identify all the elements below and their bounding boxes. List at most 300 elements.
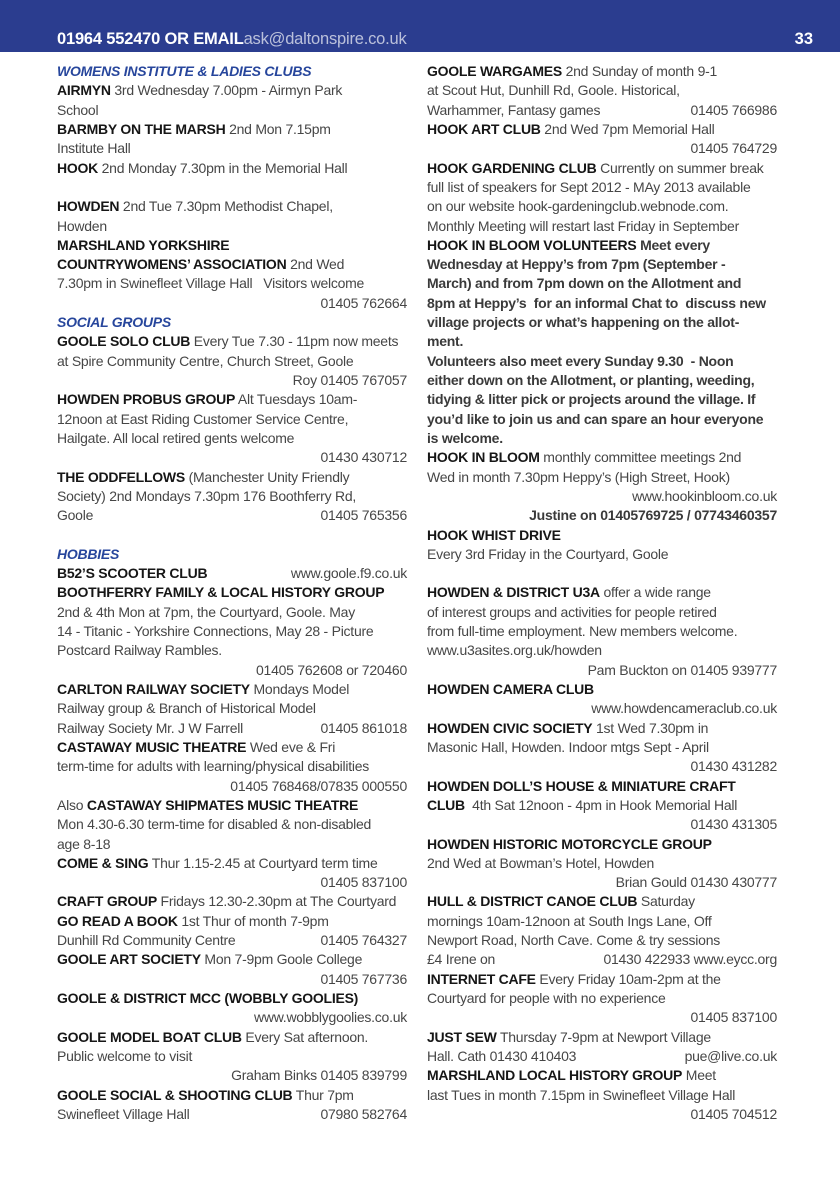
section-heading-label: SOCIAL GROUPS xyxy=(57,314,171,331)
directory-line xyxy=(427,603,777,622)
contact-detail: www.howdencameraclub.co.uk xyxy=(591,700,777,717)
entry-detail: at Scout Hut, Dunhill Rd, Goole. Historical, xyxy=(427,82,680,99)
club-name: HOOK IN BLOOM xyxy=(427,449,540,466)
directory-line xyxy=(57,274,407,293)
directory-line xyxy=(427,120,777,139)
directory-line xyxy=(427,448,777,467)
directory-line xyxy=(427,255,777,274)
club-name: GOOLE MODEL BOAT CLUB xyxy=(57,1028,242,1045)
section-heading-label: HOBBIES xyxy=(57,545,120,562)
entry-detail: Saturday xyxy=(637,893,695,910)
entry-text xyxy=(427,62,717,81)
directory-line xyxy=(57,468,407,487)
club-name: GOOLE ART SOCIETY xyxy=(57,951,201,968)
club-name: HOWDEN CAMERA CLUB xyxy=(427,681,594,697)
directory-line xyxy=(57,332,407,351)
entry-text xyxy=(427,796,737,815)
entry-text xyxy=(427,989,666,1008)
contact-detail: Brian Gould 01430 430777 xyxy=(615,874,777,891)
directory-line xyxy=(427,101,777,120)
entry-text xyxy=(427,255,725,274)
directory-line xyxy=(57,81,407,100)
entry-text xyxy=(57,680,349,699)
contact-detail: Roy 01405 767057 xyxy=(292,372,407,388)
club-name: HOOK GARDENING CLUB xyxy=(427,159,597,176)
entry-detail: of interest groups and activities for people retired xyxy=(427,603,717,620)
directory-line xyxy=(427,970,777,989)
club-name: HOOK ART CLUB xyxy=(427,120,541,137)
directory-line xyxy=(57,641,407,660)
entry-text xyxy=(57,120,331,139)
directory-line xyxy=(57,815,407,834)
entry-text xyxy=(57,159,347,178)
club-name: HOWDEN xyxy=(57,198,120,215)
entry-detail: Every Friday 10am-2pm at the xyxy=(535,970,721,987)
entry-text xyxy=(427,274,741,293)
entry-text xyxy=(427,371,754,390)
directory-line xyxy=(57,487,407,506)
entry-detail: offer a wide range xyxy=(599,584,711,601)
entry-text xyxy=(427,970,721,989)
entry-detail: Mon 7-9pm Goole College xyxy=(200,951,363,968)
entry-text xyxy=(427,854,654,873)
directory-line xyxy=(57,390,407,409)
entry-text xyxy=(57,892,396,911)
entry-text xyxy=(427,1086,735,1105)
entry-detail: Thur 1.15-2.45 at Courtyard term time xyxy=(148,854,378,871)
directory-line xyxy=(57,294,407,313)
entry-text xyxy=(57,835,110,854)
club-name: HOWDEN HISTORIC MOTORCYCLE GROUP xyxy=(427,835,712,852)
entry-detail: Currently on summer break xyxy=(596,159,764,176)
club-name: HULL & DISTRICT CANOE CLUB xyxy=(427,893,638,910)
entry-text xyxy=(57,255,344,274)
entry-text xyxy=(57,217,107,236)
directory-line xyxy=(427,1105,777,1124)
entry-detail: 2nd & 4th Mon at 7pm, the Courtyard, Goole. May xyxy=(57,603,355,620)
entry-text xyxy=(57,236,229,255)
entry-detail: you’d like to join us and can spare an hour everyone xyxy=(427,410,764,427)
entry-text xyxy=(427,120,714,139)
entry-detail: Thur 7pm xyxy=(292,1086,354,1103)
contact-detail: pue@live.co.uk xyxy=(684,1047,777,1064)
club-name: MARSHLAND LOCAL HISTORY GROUP xyxy=(427,1067,683,1084)
club-name: CASTAWAY MUSIC THEATRE xyxy=(57,738,247,755)
entry-text xyxy=(427,892,695,911)
entry-text xyxy=(57,796,358,815)
contact-detail: 01430 431282 xyxy=(690,758,777,775)
directory-line xyxy=(57,699,407,718)
directory-line xyxy=(57,892,407,911)
club-name: THE ODDFELLOWS xyxy=(57,468,185,485)
directory-line xyxy=(57,777,407,796)
club-name: HOWDEN & DISTRICT U3A xyxy=(427,584,600,601)
directory-line xyxy=(427,777,777,796)
entry-text xyxy=(427,390,755,409)
directory-line xyxy=(427,197,777,216)
club-name: CASTAWAY SHIPMATES MUSIC THEATRE xyxy=(86,796,359,813)
club-name: JUST SEW xyxy=(427,1028,497,1045)
directory-line xyxy=(57,1086,407,1105)
entry-text xyxy=(427,197,728,216)
directory-line xyxy=(427,236,777,255)
directory-line xyxy=(57,506,407,525)
directory-line xyxy=(57,622,407,641)
entry-text xyxy=(57,139,131,158)
entry-text xyxy=(427,178,750,197)
entry-text xyxy=(57,583,384,602)
entry-text xyxy=(427,313,739,332)
entry-text xyxy=(57,1047,192,1066)
entry-detail: Swinefleet Village Hall xyxy=(57,1105,190,1122)
directory-line xyxy=(57,738,407,757)
entry-text xyxy=(57,1105,190,1124)
directory-line xyxy=(57,120,407,139)
blank-line xyxy=(57,178,407,197)
contact-detail: www.goole.f9.co.uk xyxy=(290,565,407,582)
entry-text xyxy=(427,641,602,660)
entry-text xyxy=(57,274,364,293)
directory-line xyxy=(57,1105,407,1124)
entry-detail: mornings 10am-12noon at South Ings Lane, Off xyxy=(427,912,712,929)
entry-text xyxy=(57,352,353,371)
contact-detail: 01405 765356 xyxy=(320,507,407,524)
directory-line xyxy=(427,815,777,834)
section-heading xyxy=(57,62,407,81)
entry-detail: March) and from 7pm down on the Allotment and xyxy=(427,275,742,292)
club-name: COME & SING xyxy=(57,854,149,871)
contact-detail: 01405 762608 or 720460 xyxy=(256,661,407,678)
directory-line xyxy=(57,950,407,969)
entry-text xyxy=(427,1066,716,1085)
directory-line xyxy=(427,1066,777,1085)
entry-text xyxy=(427,159,764,178)
entry-detail: 4th Sat 12noon - 4pm in Hook Memorial Hall xyxy=(464,796,738,813)
directory-line xyxy=(427,757,777,776)
directory-line xyxy=(57,139,407,158)
directory-line xyxy=(427,1086,777,1105)
right-column xyxy=(427,62,777,1124)
entry-detail: Society) 2nd Mondays 7.30pm 176 Boothferry Rd, xyxy=(57,487,357,504)
directory-line xyxy=(427,468,777,487)
directory-line xyxy=(57,583,407,602)
directory-line xyxy=(427,487,777,506)
entry-text xyxy=(57,390,357,409)
entry-detail: Every 3rd Friday in the Courtyard, Goole xyxy=(427,545,669,562)
club-name: B52’S SCOOTER CLUB xyxy=(57,565,208,582)
directory-line xyxy=(57,352,407,371)
club-name: HOOK WHIST DRIVE xyxy=(427,526,561,543)
entry-detail: Goole xyxy=(57,507,94,524)
entry-text xyxy=(57,197,333,216)
directory-line xyxy=(427,873,777,892)
contact-email: ask@daltonspire.co.uk xyxy=(243,29,407,48)
directory-line xyxy=(57,564,407,583)
contact-detail: 01430 430712 xyxy=(320,449,407,466)
directory-line xyxy=(427,854,777,873)
directory-line xyxy=(57,989,407,1008)
directory-line xyxy=(57,854,407,873)
entry-detail: Howden xyxy=(57,217,107,234)
entry-text xyxy=(57,815,371,834)
entry-detail: Newport Road, North Cave. Come & try sessions xyxy=(427,932,720,949)
directory-line xyxy=(57,101,407,120)
entry-detail: Railway Society Mr. J W Farrell xyxy=(57,719,243,736)
directory-line xyxy=(427,178,777,197)
directory-line xyxy=(427,506,777,525)
entry-detail: monthly committee meetings 2nd xyxy=(539,449,742,466)
entry-detail: Warhammer, Fantasy games xyxy=(427,101,601,118)
entry-detail: term-time for adults with learning/physical disabilities xyxy=(57,758,370,775)
directory-line xyxy=(427,738,777,757)
club-name: BOOTHFERRY FAMILY & LOCAL HISTORY GROUP xyxy=(57,584,385,601)
contact-phone: 01964 552470 OR EMAIL xyxy=(57,29,244,48)
entry-detail: 1st Thur of month 7-9pm xyxy=(177,912,329,929)
entry-detail: Hall. Cath 01430 410403 xyxy=(427,1047,577,1064)
entry-text xyxy=(57,410,348,429)
directory-line xyxy=(427,217,777,236)
entry-text xyxy=(57,506,93,525)
entry-text xyxy=(427,1028,711,1047)
entry-detail: 2nd Mon 7.15pm xyxy=(225,120,331,137)
entry-text xyxy=(57,332,398,351)
directory-line xyxy=(57,912,407,931)
directory-line xyxy=(427,661,777,680)
entry-detail: 2nd Wed 7pm Memorial Hall xyxy=(540,120,715,137)
directory-line xyxy=(427,835,777,854)
directory-line xyxy=(427,950,777,969)
entry-detail: tidying & litter pick or projects around the village. If xyxy=(427,391,756,408)
directory-line xyxy=(427,274,777,293)
directory-line xyxy=(57,236,407,255)
entry-text xyxy=(57,429,294,448)
directory-line xyxy=(427,583,777,602)
entry-text xyxy=(427,719,708,738)
directory-line xyxy=(427,332,777,351)
directory-line xyxy=(57,1047,407,1066)
entry-detail: £4 Irene on xyxy=(427,951,496,968)
section-heading xyxy=(57,545,407,564)
entry-text xyxy=(427,912,712,931)
entry-detail: either down on the Allotment, or planting, weeding, xyxy=(427,372,755,388)
contact-detail: Graham Binks 01405 839799 xyxy=(231,1067,407,1084)
entry-detail: at Spire Community Centre, Church Street, Goole xyxy=(57,352,354,369)
entry-text xyxy=(57,931,235,950)
directory-line xyxy=(57,680,407,699)
entry-text xyxy=(57,699,316,718)
contact-detail: www.hookinbloom.co.uk xyxy=(632,487,777,504)
contact-detail: 07980 582764 xyxy=(320,1105,407,1122)
page-number: 33 xyxy=(794,29,813,48)
entry-detail: Dunhill Rd Community Centre xyxy=(57,932,236,949)
entry-text xyxy=(57,101,98,120)
entry-detail: Wed in month 7.30pm Heppy’s (High Street, Hook) xyxy=(427,468,730,485)
entry-detail: www.u3asites.org.uk/howden xyxy=(427,642,602,659)
directory-line xyxy=(427,1008,777,1027)
entry-detail: last Tues in month 7.15pm in Swinefleet Village Hall xyxy=(427,1086,736,1103)
directory-line xyxy=(427,352,777,371)
club-name: HOWDEN DOLL’S HOUSE & MINIATURE CRAFT xyxy=(427,777,736,794)
entry-text xyxy=(57,738,335,757)
entry-detail: Institute Hall xyxy=(57,140,131,157)
directory-line xyxy=(427,892,777,911)
contact-detail: 01405 766986 xyxy=(690,101,777,118)
directory-line xyxy=(427,699,777,718)
contact-detail: www.wobblygoolies.co.uk xyxy=(254,1009,407,1026)
entry-detail: Masonic Hall, Howden. Indoor mtgs Sept - April xyxy=(427,738,709,755)
directory-line xyxy=(427,81,777,100)
blank-line xyxy=(57,526,407,545)
club-name: HOOK IN BLOOM VOLUNTEERS xyxy=(427,236,637,253)
directory-line xyxy=(427,641,777,660)
entry-detail: Mon 4.30-6.30 term-time for disabled & non-disabled xyxy=(57,816,372,833)
entry-text xyxy=(57,468,349,487)
entry-detail: on our website hook-gardeningclub.webnode.com. xyxy=(427,198,729,215)
contact-detail: 01430 422933 www.eycc.org xyxy=(603,951,777,968)
entry-text xyxy=(57,912,329,931)
club-name: GOOLE WARGAMES xyxy=(427,63,562,79)
entry-text xyxy=(427,680,594,699)
entry-text xyxy=(427,738,709,757)
club-name: HOWDEN CIVIC SOCIETY xyxy=(427,719,593,736)
directory-line xyxy=(57,217,407,236)
directory-line xyxy=(57,873,407,892)
left-column xyxy=(57,62,407,1124)
directory-line xyxy=(427,159,777,178)
entry-detail: Fridays 12.30-2.30pm at The Courtyard xyxy=(156,893,397,910)
directory-line xyxy=(427,680,777,699)
directory-line xyxy=(57,1008,407,1027)
entry-text xyxy=(427,410,763,429)
entry-detail: 3rd Wednesday 7.00pm - Airmyn Park xyxy=(110,82,343,99)
directory-line xyxy=(427,390,777,409)
directory-line xyxy=(57,835,407,854)
entry-detail: Courtyard for people with no experience xyxy=(427,990,666,1006)
contact-detail: Justine on 01405769725 / 07743460357 xyxy=(529,507,777,524)
directory-line xyxy=(427,1028,777,1047)
entry-detail: 2nd Wed xyxy=(286,256,345,273)
directory-line xyxy=(427,429,777,448)
entry-text xyxy=(57,622,373,641)
directory-line xyxy=(427,526,777,545)
entry-text xyxy=(57,757,369,776)
club-name: CRAFT GROUP xyxy=(57,893,157,910)
entry-detail: 2nd Wed at Bowman’s Hotel, Howden xyxy=(427,854,655,871)
directory-line xyxy=(427,294,777,313)
entry-text xyxy=(57,719,243,738)
directory-line xyxy=(57,429,407,448)
entry-text xyxy=(427,429,503,448)
entry-detail: 2nd Tue 7.30pm Methodist Chapel, xyxy=(119,198,333,215)
entry-text xyxy=(427,545,668,564)
entry-text xyxy=(427,332,463,351)
entry-text xyxy=(427,931,720,950)
entry-detail: Every Tue 7.30 - 11pm now meets xyxy=(190,333,399,350)
directory-line xyxy=(57,603,407,622)
entry-text xyxy=(427,603,717,622)
entry-text xyxy=(427,835,712,854)
entry-text xyxy=(57,1086,354,1105)
club-name: MARSHLAND YORKSHIRE xyxy=(57,236,230,253)
entry-text xyxy=(57,854,378,873)
contact-detail: Pam Buckton on 01405 939777 xyxy=(587,661,777,678)
entry-text xyxy=(57,564,207,583)
entry-detail: 2nd Sunday of month 9-1 xyxy=(561,63,718,79)
directory-line xyxy=(57,159,407,178)
directory-line xyxy=(57,448,407,467)
entry-detail: is welcome. xyxy=(427,429,503,446)
entry-detail: Meet every xyxy=(636,236,710,253)
entry-detail: Alt Tuesdays 10am- xyxy=(235,391,358,408)
entry-detail: 7.30pm in Swinefleet Village Hall Visitors welcome xyxy=(57,275,365,292)
entry-text xyxy=(57,1028,368,1047)
entry-text xyxy=(427,448,741,467)
entry-text xyxy=(57,81,342,100)
entry-detail: Mondays Model xyxy=(249,681,350,697)
directory-line xyxy=(57,931,407,950)
contact-detail: 01405 767736 xyxy=(320,970,407,987)
entry-text xyxy=(57,603,355,622)
entry-detail: 14 - Titanic - Yorkshire Connections, May 28 - Picture xyxy=(57,623,374,640)
entry-text xyxy=(427,468,730,487)
entry-text xyxy=(427,81,680,100)
directory-line xyxy=(427,796,777,815)
directory-line xyxy=(57,970,407,989)
directory-line xyxy=(427,912,777,931)
entry-detail: from full-time employment. New members welcome. xyxy=(427,623,738,640)
section-heading-label: WOMENS INSTITUTE & LADIES CLUBS xyxy=(57,63,312,79)
header-bar xyxy=(0,0,840,52)
entry-detail: Wed eve & Fri xyxy=(246,738,336,755)
directory-line xyxy=(427,622,777,641)
entry-detail: (Manchester Unity Friendly xyxy=(184,468,350,485)
entry-detail: Monthly Meeting will restart last Friday in September xyxy=(427,217,739,234)
club-name: BARMBY ON THE MARSH xyxy=(57,120,226,137)
directory-line xyxy=(427,139,777,158)
directory-line xyxy=(427,719,777,738)
club-name: GOOLE SOCIAL & SHOOTING CLUB xyxy=(57,1086,293,1103)
directory-line xyxy=(427,989,777,1008)
club-name: HOOK xyxy=(57,159,98,176)
contact-detail: 01405 764327 xyxy=(320,932,407,949)
directory-line xyxy=(57,371,407,390)
entry-detail: village projects or what’s happening on the allot- xyxy=(427,314,740,331)
entry-detail: Wednesday at Heppy’s from 7pm (September - xyxy=(427,256,726,273)
entry-detail: ment. xyxy=(427,333,464,350)
contact-detail: 01405 764729 xyxy=(690,140,777,157)
entry-detail: 1st Wed 7.30pm in xyxy=(592,719,709,736)
contact-detail: 01405 837100 xyxy=(320,874,407,891)
directory-line xyxy=(427,545,777,564)
entry-detail: Every Sat afternoon. xyxy=(241,1028,369,1045)
club-name: CLUB xyxy=(427,796,465,813)
entry-text xyxy=(427,217,739,236)
directory-line xyxy=(57,1028,407,1047)
entry-text xyxy=(427,583,711,602)
directory-line xyxy=(427,931,777,950)
entry-detail: Public welcome to visit xyxy=(57,1047,193,1064)
entry-detail: Hailgate. All local retired gents welcome xyxy=(57,429,295,446)
contact-detail: 01405 837100 xyxy=(690,1009,777,1026)
club-name: HOWDEN PROBUS GROUP xyxy=(57,391,236,408)
entry-detail: full list of speakers for Sept 2012 - MAy 2013 available xyxy=(427,178,751,195)
entry-detail: Also xyxy=(57,796,87,813)
directory-line xyxy=(57,410,407,429)
directory-line xyxy=(427,371,777,390)
entry-detail: 2nd Monday 7.30pm in the Memorial Hall xyxy=(98,159,348,176)
entry-text xyxy=(427,236,710,255)
contact-detail: 01405 762664 xyxy=(320,294,407,311)
